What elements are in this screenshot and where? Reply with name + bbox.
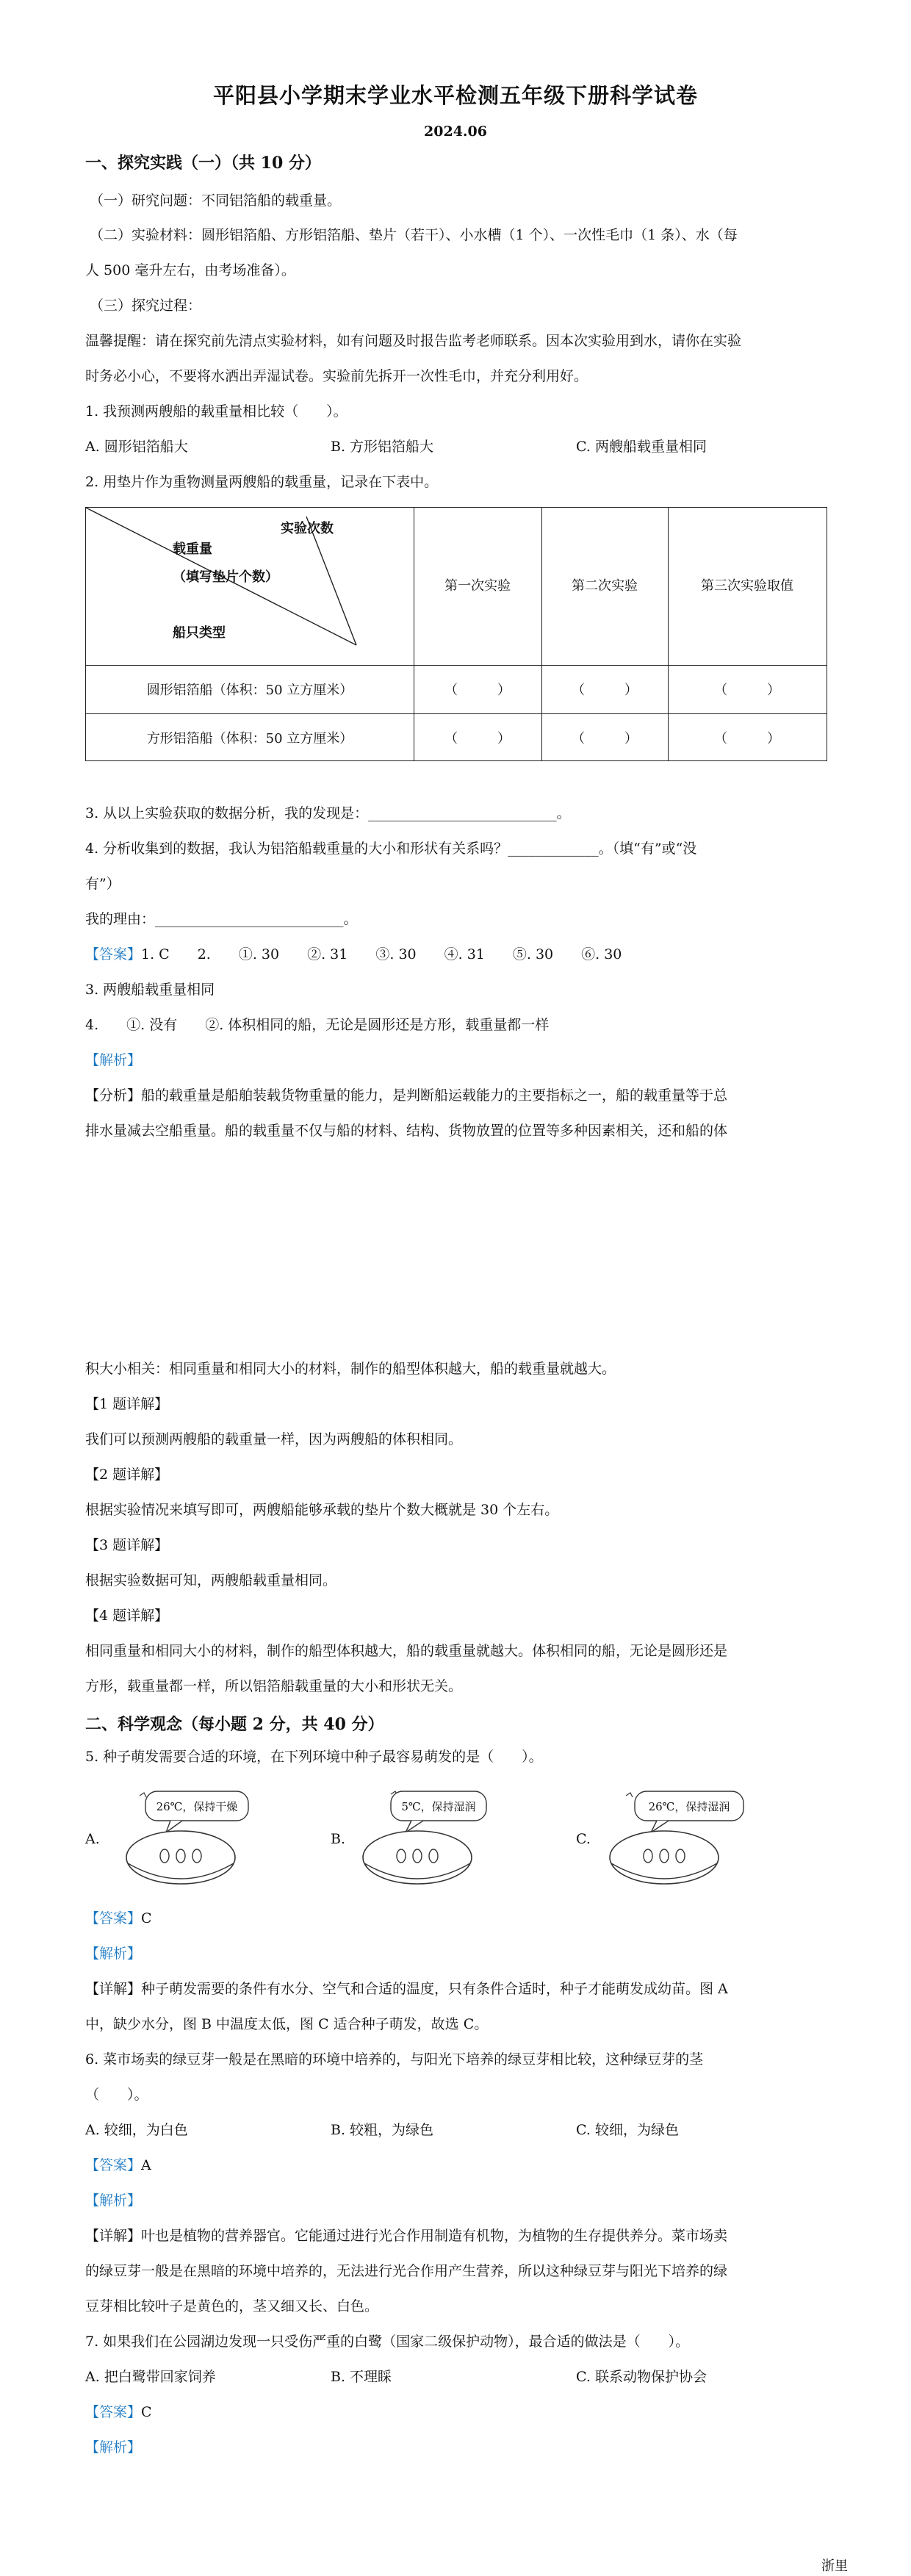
header-load-note: （填写垫片个数） — [173, 569, 278, 585]
detail-3: 根据实验数据可知，两艘船载重量相同。 — [85, 1572, 337, 1589]
q5-picture-c — [594, 1784, 755, 1894]
q7-analysis-tag: 【解析】 — [85, 2439, 142, 2456]
answer-tag: 【答案】 — [85, 946, 142, 963]
question-6-line1: 6. 菜市场卖的绿豆芽一般是在黑暗的环境中培养的，与阳光下培养的绿豆芽相比较，这种绿豆芽的茎 — [85, 2051, 704, 2068]
q6-analysis-tag: 【解析】 — [85, 2192, 142, 2209]
answer-text: 1. C 2. ①. 30 ②. 31 ③. 30 ④. 31 ⑤. 30 ⑥. 30 — [141, 946, 622, 963]
question-5: 5. 种子萌发需要合适的环境，在下列环境中种子最容易萌发的是（ ）。 — [85, 1749, 543, 1765]
blank-cell[interactable]: （ ） — [444, 731, 511, 746]
q5-picture-a — [103, 1784, 264, 1894]
header-experiment-count: 实验次数 — [281, 521, 334, 536]
answer-tag: 【答案】 — [85, 1910, 142, 1926]
research-question: （一）研究问题：不同铝箔船的载重量。 — [90, 193, 342, 209]
header-third-experiment: 第三次实验取值 — [701, 578, 793, 594]
q7-answer-value: C — [141, 2404, 152, 2420]
row-square-boat: 方形铝箔船（体积：50 立方厘米） — [146, 731, 353, 746]
q5-detail-line2: 中，缺少水分，图 B 中温度太低，图 C 适合种子萌发，故选 C。 — [85, 2016, 489, 2032]
q7-option-a: A. 把白鹭带回家饲养 — [85, 2369, 216, 2385]
question-4-line2: 有”） — [85, 876, 120, 892]
reason-line: 我的理由：___________________________。 — [85, 911, 358, 927]
question-1: 1. 我预测两艘船的载重量相比较（ ）。 — [85, 403, 348, 420]
q5-bubble-b: 5℃，保持湿润 — [401, 1800, 476, 1813]
q6-option-a: A. 较细，为白色 — [85, 2122, 188, 2138]
q6-answer — [85, 2156, 151, 2175]
footer-mark: 浙里 — [821, 2558, 848, 2574]
detail-2-tag: 【2 题详解】 — [85, 1467, 169, 1483]
question-2: 2. 用垫片作为重物测量两艘船的载重量，记录在下表中。 — [85, 474, 439, 490]
detail-2: 根据实验情况来填写即可，两艘船能够承载的垫片个数大概就是 30 个左右。 — [85, 1502, 559, 1518]
q6-detail-line1: 【详解】叶也是植物的营养器官。它能通过进行光合作用制造有机物，为植物的生存提供养分。菜市场卖 — [85, 2228, 728, 2244]
question-7: 7. 如果我们在公园湖边发现一只受伤严重的白鹭（国家二级保护动物），最合适的做法是（ ）。 — [85, 2334, 690, 2350]
answer-line2: 3. 两艘船载重量相同 — [85, 982, 215, 998]
question-3: 3. 从以上实验获取的数据分析，我的发现是：___________________________。 — [85, 805, 571, 821]
section2-heading: 二、科学观念（每小题 2 分，共 40 分） — [85, 1715, 384, 1734]
table-col-divider — [541, 508, 542, 760]
analysis-line2: 排水量减去空船重量。船的载重量不仅与船的材料、结构、货物放置的位置等多种因素相关，还和船的体 — [85, 1123, 728, 1139]
header-first-experiment: 第一次实验 — [444, 578, 511, 594]
q7-option-b: B. 不理睬 — [331, 2369, 392, 2385]
detail-3-tag: 【3 题详解】 — [85, 1537, 169, 1553]
header-load: 载重量 — [173, 542, 212, 557]
blank-cell[interactable]: （ ） — [572, 731, 638, 746]
answer-line1 — [85, 945, 622, 964]
answer-tag: 【答案】 — [85, 2157, 142, 2173]
q7-answer — [85, 2403, 152, 2422]
blank-cell[interactable]: （ ） — [444, 683, 511, 698]
table-col-divider — [668, 508, 669, 760]
q1-option-c: C. 两艘船载重量相同 — [576, 439, 707, 455]
q6-option-c: C. 较细，为绿色 — [576, 2122, 679, 2138]
q5-answer — [85, 1909, 152, 1928]
tip-line1: 温馨提醒：请在探究前先清点实验材料，如有问题及时报告监考老师联系。因本次实验用到水，请你在实验 — [85, 333, 742, 349]
answer-tag: 【答案】 — [85, 2404, 142, 2420]
q5-analysis-tag: 【解析】 — [85, 1946, 142, 1962]
q5-picture-b — [347, 1784, 508, 1894]
question-4-line1: 4. 分析收集到的数据，我认为铝箔船载重量的大小和形状有关系吗？_____________。（填“有”或“没 — [85, 841, 697, 857]
blank-cell[interactable]: （ ） — [714, 731, 780, 746]
question-6-line2: （ ）。 — [85, 2087, 148, 2103]
section1-heading: 一、探究实践（一）（共 10 分） — [85, 154, 321, 173]
page-title: 平阳县小学期末学业水平检测五年级下册科学试卷 — [212, 83, 698, 108]
q6-detail-line2: 的绿豆芽一般是在黑暗的环境中培养的，无法进行光合作用产生营养，所以这种绿豆芽与阳光下培养的绿 — [85, 2263, 728, 2279]
q5-bubble-a: 26℃，保持干燥 — [156, 1800, 238, 1813]
detail-4-line2: 方形，载重量都一样，所以铝箔船载重量的大小和形状无关。 — [85, 1678, 463, 1694]
data-table — [85, 507, 827, 761]
q6-answer-value: A — [141, 2157, 151, 2173]
analysis-tag: 【解析】 — [85, 1052, 142, 1068]
exam-date: 2024.06 — [424, 123, 487, 140]
detail-1: 我们可以预测两艘船的载重量一样，因为两艘船的体积相同。 — [85, 1431, 463, 1447]
blank-cell[interactable]: （ ） — [572, 683, 638, 698]
q5-option-c-letter: C. — [576, 1831, 591, 1847]
materials-line2: 人 500 毫升左右，由考场准备）。 — [85, 262, 295, 278]
materials-line1: （二）实验材料：圆形铝箔船、方形铝箔船、垫片（若干）、小水槽（1 个）、一次性毛巾（1 条）、水（每 — [90, 227, 738, 243]
diagonal-header-lines — [86, 508, 414, 665]
q5-option-a-letter: A. — [85, 1831, 100, 1847]
table-row-divider — [86, 713, 827, 714]
process-label: （三）探究过程： — [90, 298, 202, 314]
q6-option-b: B. 较粗，为绿色 — [331, 2122, 434, 2138]
blank-cell[interactable]: （ ） — [714, 683, 780, 698]
table-row-divider — [86, 665, 827, 666]
header-second-experiment: 第二次实验 — [572, 578, 638, 594]
q5-option-b-letter: B. — [331, 1831, 346, 1847]
analysis-line1: 【分析】船的载重量是船舶装载货物重量的能力，是判断船运载能力的主要指标之一，船的载重量等于总 — [85, 1087, 728, 1104]
q1-option-b: B. 方形铝箔船大 — [331, 439, 434, 455]
q6-detail-line3: 豆芽相比较叶子是黄色的，茎又细又长、白色。 — [85, 2298, 379, 2314]
detail-1-tag: 【1 题详解】 — [85, 1396, 169, 1412]
q5-bubble-c: 26℃，保持湿润 — [648, 1800, 730, 1813]
detail-4-line1: 相同重量和相同大小的材料，制作的船型体积越大，船的载重量就越大。体积相同的船，无论是圆形还是 — [85, 1643, 728, 1659]
row-round-boat: 圆形铝箔船（体积：50 立方厘米） — [146, 683, 353, 698]
q1-option-a: A. 圆形铝箔船大 — [85, 439, 188, 455]
q5-answer-value: C — [141, 1910, 152, 1926]
header-boat-type: 船只类型 — [173, 625, 226, 641]
q5-detail-line1: 【详解】种子萌发需要的条件有水分、空气和合适的温度，只有条件合适时，种子才能萌发成幼苗。图 A — [85, 1981, 728, 1997]
detail-4-tag: 【4 题详解】 — [85, 1608, 169, 1624]
tip-line2: 时务必小心，不要将水洒出弄湿试卷。实验前先拆开一次性毛巾，并充分利用好。 — [85, 368, 588, 384]
answer-line3: 4. ①. 没有 ②. 体积相同的船，无论是圆形还是方形，载重量都一样 — [85, 1017, 550, 1033]
q7-option-c: C. 联系动物保护协会 — [576, 2369, 707, 2385]
analysis-line3: 积大小相关：相同重量和相同大小的材料，制作的船型体积越大，船的载重量就越大。 — [85, 1361, 616, 1377]
